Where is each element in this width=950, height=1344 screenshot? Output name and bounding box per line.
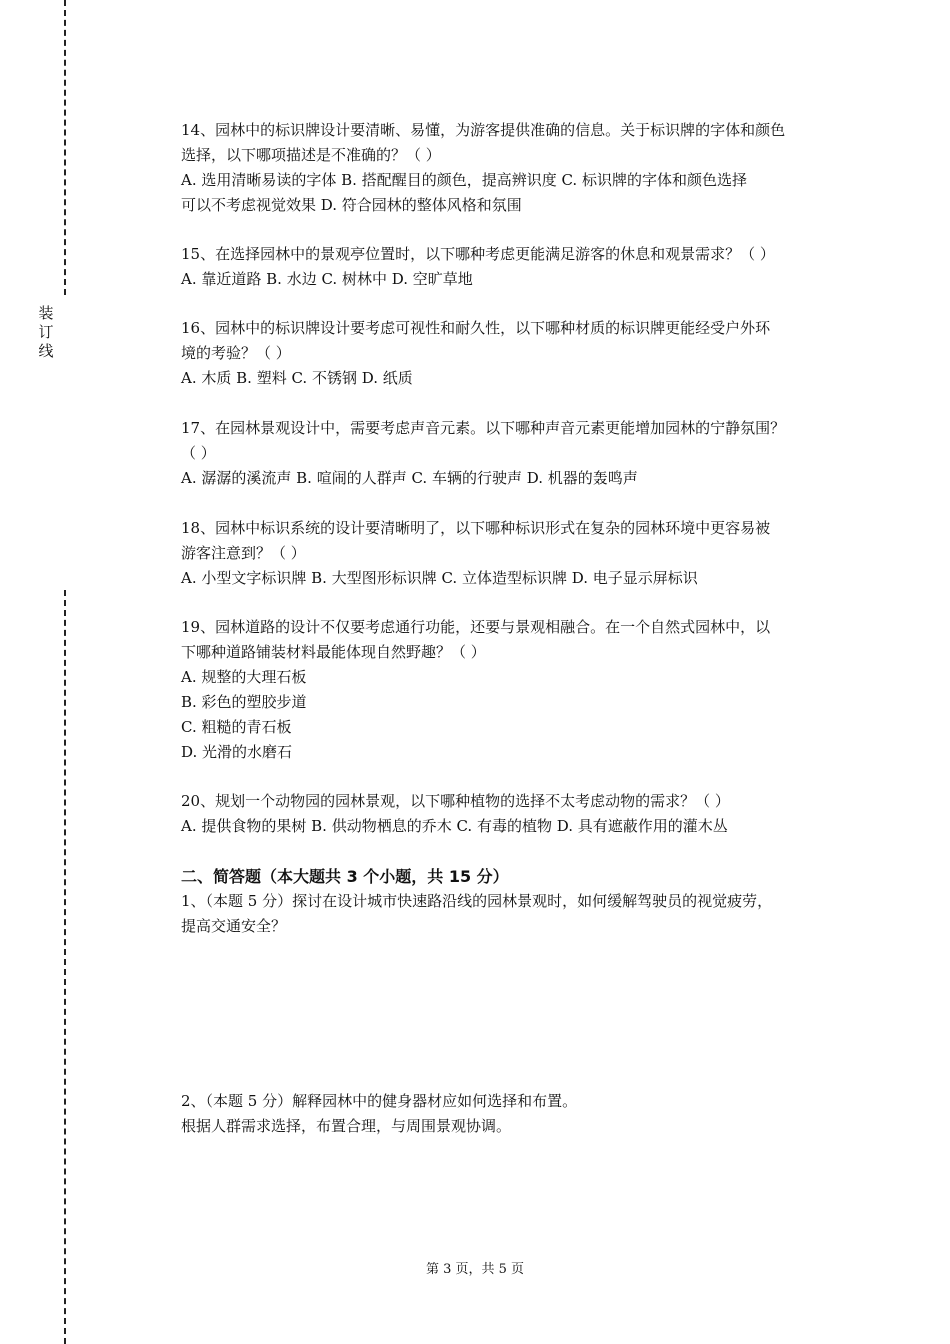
question-line: 17、在园林景观设计中，需要考虑声音元素。以下哪种声音元素更能增加园林的宁静氛围？ xyxy=(181,419,786,437)
page-footer: 第 3 页，共 5 页 xyxy=(425,1262,525,1277)
binding-dashed-line-bottom xyxy=(64,590,66,1344)
question-line: 16、园林中的标识牌设计要考虑可视性和耐久性，以下哪种材质的标识牌更能经受户外环 xyxy=(181,319,771,337)
question-line: 18、园林中标识系统的设计要清晰明了，以下哪种标识形式在复杂的园林环境中更容易被 xyxy=(181,519,771,537)
question-line: 19、园林道路的设计不仅要考虑通行功能，还要与景观相融合。在一个自然式园林中，以 xyxy=(181,618,771,636)
question-line: 1、（本题 5 分）探讨在设计城市快速路沿线的园林景观时，如何缓解驾驶员的视觉疲劳， xyxy=(181,892,773,910)
question-line: A. 提供食物的果树 B. 供动物栖息的乔木 C. 有毒的植物 D. 具有遮蔽作用的灌木丛 xyxy=(181,817,728,835)
question-16 xyxy=(181,316,851,391)
question-line: C. 粗糙的青石板 xyxy=(181,718,292,736)
section-heading: 二、简答题（本大题共 3 个小题，共 15 分） xyxy=(181,867,509,886)
question-line: A. 木质 B. 塑料 C. 不锈钢 D. 纸质 xyxy=(181,369,413,387)
question-17 xyxy=(181,416,851,491)
question-line: 可以不考虑视觉效果 D. 符合园林的整体风格和氛围 xyxy=(181,196,522,214)
question-line: 15、在选择园林中的景观亭位置时，以下哪种考虑更能满足游客的休息和观景需求？（ ） xyxy=(181,245,775,263)
question-line: B. 彩色的塑胶步道 xyxy=(181,693,307,711)
question-20 xyxy=(181,789,851,839)
binding-dashed-line-top xyxy=(64,0,66,295)
question-line: 20、规划一个动物园的园林景观，以下哪种植物的选择不太考虑动物的需求？（ ） xyxy=(181,792,730,810)
question-line: 提高交通安全？ xyxy=(181,917,287,935)
question-line: 14、园林中的标识牌设计要清晰、易懂，为游客提供准确的信息。关于标识牌的字体和颜色 xyxy=(181,121,786,139)
short-answer-question-1 xyxy=(181,889,851,939)
question-line: 游客注意到？（ ） xyxy=(181,544,306,562)
question-line: A. 潺潺的溪流声 B. 喧闹的人群声 C. 车辆的行驶声 D. 机器的轰鸣声 xyxy=(181,469,638,487)
binding-line-label: 装订线 xyxy=(38,304,54,360)
short-answer-question-2 xyxy=(181,1089,851,1139)
question-line: 根据人群需求选择，布置合理，与周围景观协调。 xyxy=(181,1117,512,1135)
question-line: 境的考验？（ ） xyxy=(181,344,291,362)
question-line: D. 光滑的水磨石 xyxy=(181,743,293,761)
question-line: A. 小型文字标识牌 B. 大型图形标识牌 C. 立体造型标识牌 D. 电子显示屏标识 xyxy=(181,569,698,587)
question-line: （ ） xyxy=(181,444,216,462)
question-line: 下哪种道路铺装材料最能体现自然野趣？（ ） xyxy=(181,643,486,661)
question-line: A. 选用清晰易读的字体 B. 搭配醒目的颜色，提高辨识度 C. 标识牌的字体和颜色选择 xyxy=(181,171,747,189)
question-19 xyxy=(181,615,851,765)
question-line: 2、（本题 5 分）解释园林中的健身器材应如何选择和布置。 xyxy=(181,1092,578,1110)
question-line: 选择，以下哪项描述是不准确的？（ ） xyxy=(181,146,441,164)
question-18 xyxy=(181,516,851,591)
question-15 xyxy=(181,242,851,292)
question-line: A. 规整的大理石板 xyxy=(181,668,307,686)
question-line: A. 靠近道路 B. 水边 C. 树林中 D. 空旷草地 xyxy=(181,270,473,288)
question-14 xyxy=(181,118,851,218)
